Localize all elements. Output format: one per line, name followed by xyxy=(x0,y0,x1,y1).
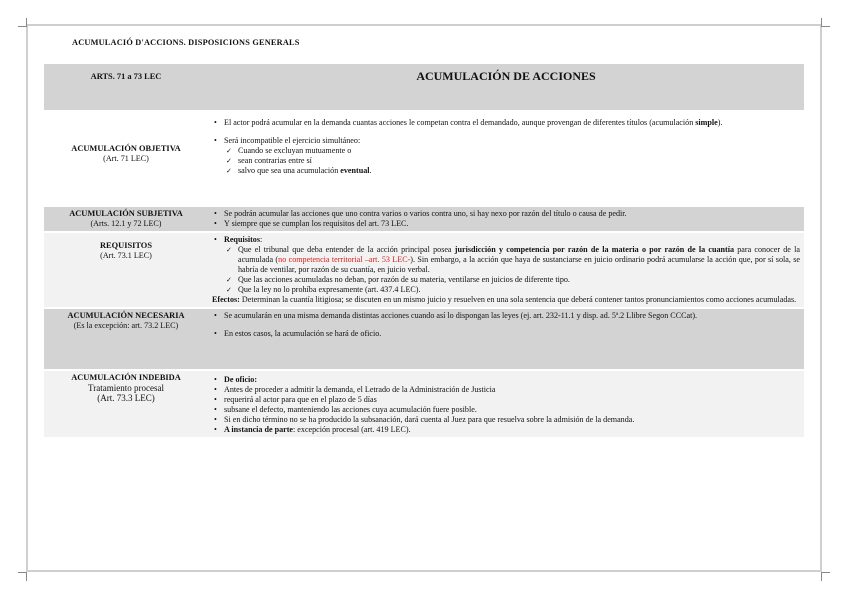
objetiva-bullet-2: • Será incompatible el ejercicio simultáneo: xyxy=(212,136,800,146)
header-right-cell: ACUMULACIÓN DE ACCIONES xyxy=(208,64,804,110)
objetiva-check-1: ✓ Cuando se excluyan mutuamente o xyxy=(212,146,800,156)
necesaria-bullet-1: • Se acumularán en una misma demanda distintas acciones cuando así lo dispongan las leyes (ej. art. 232-11.1 y disp. ad. 5ª.2 Llibre Segon CCCat). xyxy=(212,311,800,321)
subjetiva-name: ACUMULACIÓN SUBJETIVA xyxy=(69,209,183,218)
crop-mark-bottom-left xyxy=(18,572,27,581)
requisitos-check-2: ✓ Que las acciones acumuladas no deban, por razón de su materia, ventilarse en juicios de diferente tipo. xyxy=(212,275,800,285)
document-title: ACUMULACIÓ D'ACCIONS. DISPOSICIONS GENERALS xyxy=(72,38,300,47)
summary-table xyxy=(44,64,804,437)
row-requisitos xyxy=(44,232,804,308)
row-subjetiva xyxy=(44,206,804,232)
efectos-paragraph: Efectos: Determinan la cuantía litigiosa; se discuten en un mismo juicio y resuelven en una sola sentencia que deberá contener tantos pronunciamientos como acciones acumuladas. xyxy=(212,295,797,304)
objetiva-content-cell xyxy=(208,110,804,206)
indebida-bullet-5: • Si en dicho término no se ha producido la subsanación, dará cuenta al Juez para que resuelva sobre la admisión de la demanda. xyxy=(212,415,800,425)
requisitos-name: REQUISITOS xyxy=(100,241,152,250)
objetiva-check-2: ✓ sean contrarias entre sí xyxy=(212,156,800,166)
crop-mark-top-right xyxy=(821,18,830,27)
necesaria-content-cell xyxy=(208,308,804,370)
indebida-ref: (Art. 73.3 LEC) xyxy=(97,393,155,403)
indebida-bullet-1: • De oficio: xyxy=(212,375,800,385)
necesaria-label-cell xyxy=(44,308,208,370)
row-objetiva xyxy=(44,110,804,206)
indebida-subtitle: Tratamiento procesal xyxy=(88,383,164,393)
necesaria-ref: (Es la excepción: art. 73.2 LEC) xyxy=(73,321,179,330)
crop-mark-bottom-right xyxy=(821,572,830,581)
subjetiva-bullet-2: • Y siempre que se cumplan los requisitos del art. 73 LEC. xyxy=(212,219,800,229)
table-header-row xyxy=(44,64,804,110)
subjetiva-content-cell xyxy=(208,206,804,232)
indebida-label-cell xyxy=(44,370,208,437)
requisitos-heading: • Requisitos: xyxy=(212,235,800,245)
requisitos-check-1: ✓ Que el tribunal que deba entender de la acción principal posea jurisdicción y competencia por razón de la materia o por razón de la cuantía para conocer de la acumulada (no competencia territorial –art. 53 LEC-). Sin embargo, a la acción que haya de sustanciarse en juicio ordinario podrá acumularse la acción que, por sí sola, se habría de ventilar, por razón de su cuantía, en juicio verbal. xyxy=(212,245,800,275)
objetiva-check-3: ✓ salvo que sea una acumulación eventual. xyxy=(212,166,800,176)
row-indebida xyxy=(44,370,804,437)
requisitos-ref: (Art. 73.1 LEC) xyxy=(100,251,152,260)
objetiva-name: ACUMULACIÓN OBJETIVA xyxy=(71,144,181,153)
indebida-bullet-3: • requerirá al actor para que en el plazo de 5 días xyxy=(212,395,800,405)
subjetiva-bullet-1: • Se podrán acumular las acciones que uno contra varios o varios contra uno, si hay nexo por razón del título o causa de pedir. xyxy=(212,209,800,219)
row-necesaria xyxy=(44,308,804,370)
territorial-note: no competencia territorial –art. 53 LEC- xyxy=(278,255,411,264)
objetiva-bullet-1: • El actor podrá acumular en la demanda cuantas acciones le competan contra el demandado, aunque provengan de diferentes títulos (acumulación simple). xyxy=(212,118,800,128)
necesaria-bullet-2: • En estos casos, la acumulación se hará de oficio. xyxy=(212,329,800,339)
indebida-bullet-6: • A instancia de parte: excepción procesal (art. 419 LEC). xyxy=(212,425,800,435)
subjetiva-label-cell xyxy=(44,206,208,232)
objetiva-ref: (Art. 71 LEC) xyxy=(103,154,149,163)
requisitos-content-cell xyxy=(208,232,804,308)
objetiva-label-cell xyxy=(44,110,208,206)
indebida-content-cell xyxy=(208,370,804,437)
necesaria-name: ACUMULACIÓN NECESARIA xyxy=(67,311,185,320)
requisitos-label-cell xyxy=(44,232,208,308)
indebida-name: ACUMULACIÓN INDEBIDA xyxy=(71,373,181,382)
crop-mark-top-left xyxy=(18,18,27,27)
header-left-cell: ARTS. 71 a 73 LEC xyxy=(44,64,208,110)
indebida-bullet-4: • subsane el defecto, manteniendo las acciones cuya acumulación fuere posible. xyxy=(212,405,800,415)
subjetiva-ref: (Arts. 12.1 y 72 LEC) xyxy=(90,219,162,228)
indebida-bullet-2: • Antes de proceder a admitir la demanda, el Letrado de la Administración de Justicia xyxy=(212,385,800,395)
requisitos-check-3: ✓ Que la ley no lo prohíba expresamente (art. 437.4 LEC). xyxy=(212,285,800,295)
